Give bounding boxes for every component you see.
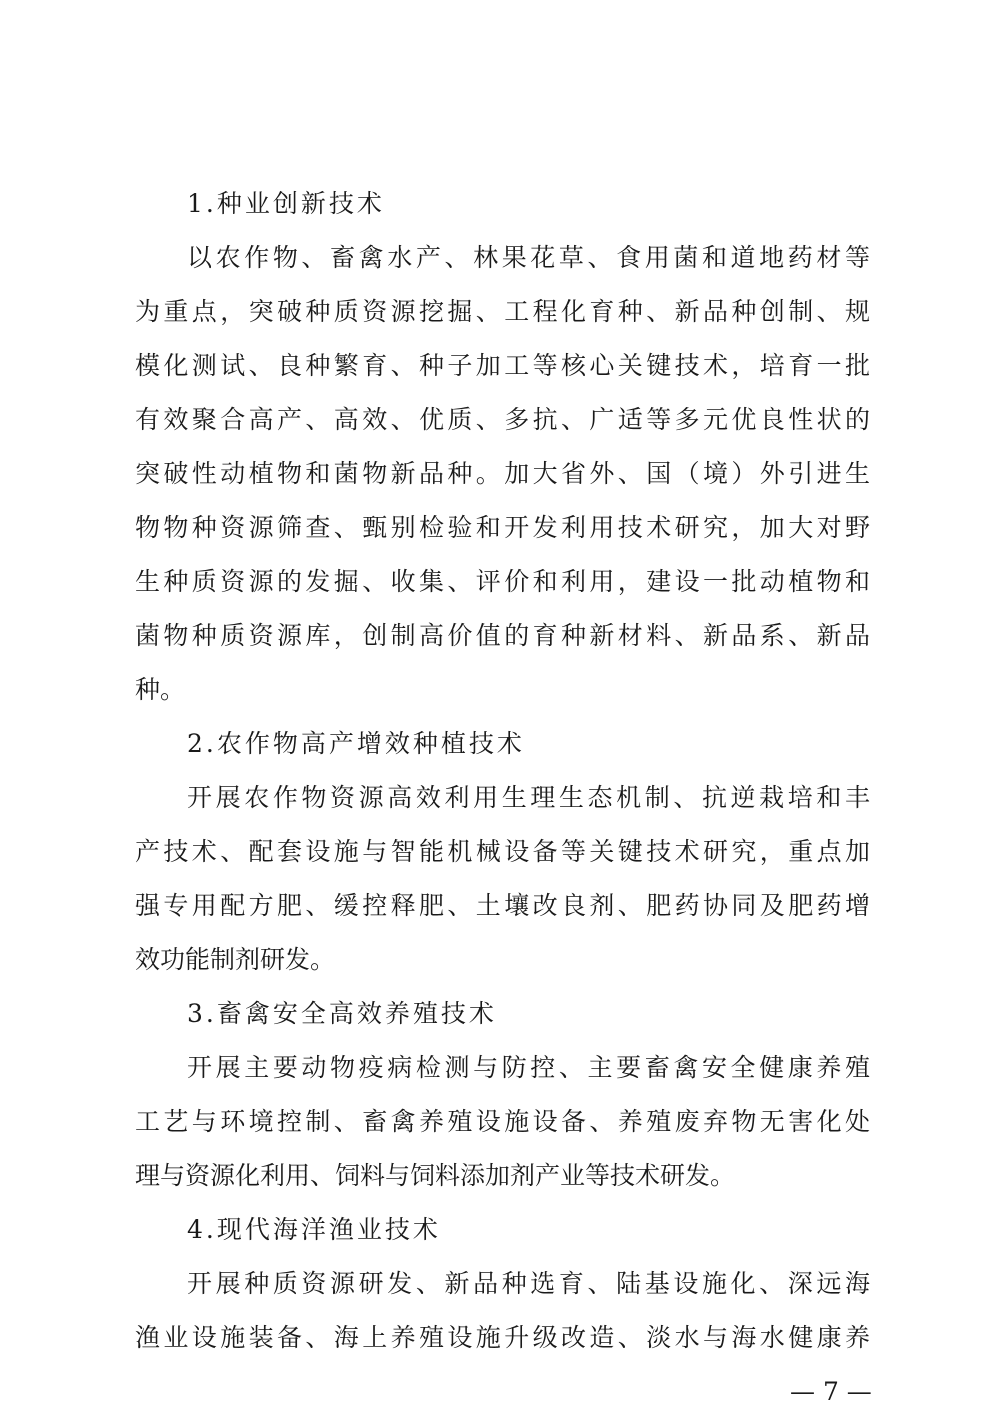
paragraph-line: 强专用配方肥、缓控释肥、土壤改良剂、肥药协同及肥药增	[135, 891, 870, 920]
paragraph-line: 菌物种质资源库，创制高价值的育种新材料、新品系、新品	[135, 621, 870, 650]
paragraph-line: 以农作物、畜禽水产、林果花草、食用菌和道地药材等	[187, 243, 870, 272]
paragraph-line: 突破性动植物和菌物新品种。加大省外、国（境）外引进生	[135, 459, 870, 488]
paragraph-line: 开展种质资源研发、新品种选育、陆基设施化、深远海	[187, 1269, 870, 1298]
paragraph-line: 渔业设施装备、海上养殖设施升级改造、淡水与海水健康养	[135, 1323, 870, 1352]
paragraph-line: 工艺与环境控制、畜禽养殖设施设备、养殖废弃物无害化处	[135, 1107, 870, 1136]
paragraph-line: 为重点，突破种质资源挖掘、工程化育种、新品种创制、规	[135, 297, 870, 326]
paragraph-line: 有效聚合高产、高效、优质、多抗、广适等多元优良性状的	[135, 405, 870, 434]
section-heading: 4.现代海洋渔业技术	[187, 1215, 441, 1244]
section-heading: 3.畜禽安全高效养殖技术	[187, 999, 497, 1028]
paragraph-line: 产技术、配套设施与智能机械设备等关键技术研究，重点加	[135, 837, 870, 866]
paragraph-line: 开展农作物资源高效利用生理生态机制、抗逆栽培和丰	[187, 783, 870, 812]
paragraph-line: 效功能制剂研发。	[135, 945, 336, 974]
paragraph-line: 模化测试、良种繁育、种子加工等核心关键技术，培育一批	[135, 351, 870, 380]
paragraph-line: 种。	[135, 675, 186, 704]
paragraph-line: 生种质资源的发掘、收集、评价和利用，建设一批动植物和	[135, 567, 870, 596]
section-heading: 1.种业创新技术	[187, 189, 385, 218]
paragraph-line: 理与资源化利用、饲料与饲料添加剂产业等技术研发。	[135, 1161, 736, 1190]
section-heading: 2.农作物高产增效种植技术	[187, 729, 525, 758]
paragraph-line: 物物种资源筛查、甄别检验和开发利用技术研究，加大对野	[135, 513, 870, 542]
paragraph-line: 开展主要动物疫病检测与防控、主要畜禽安全健康养殖	[187, 1053, 870, 1082]
page-number: — 7 —	[790, 1377, 872, 1406]
